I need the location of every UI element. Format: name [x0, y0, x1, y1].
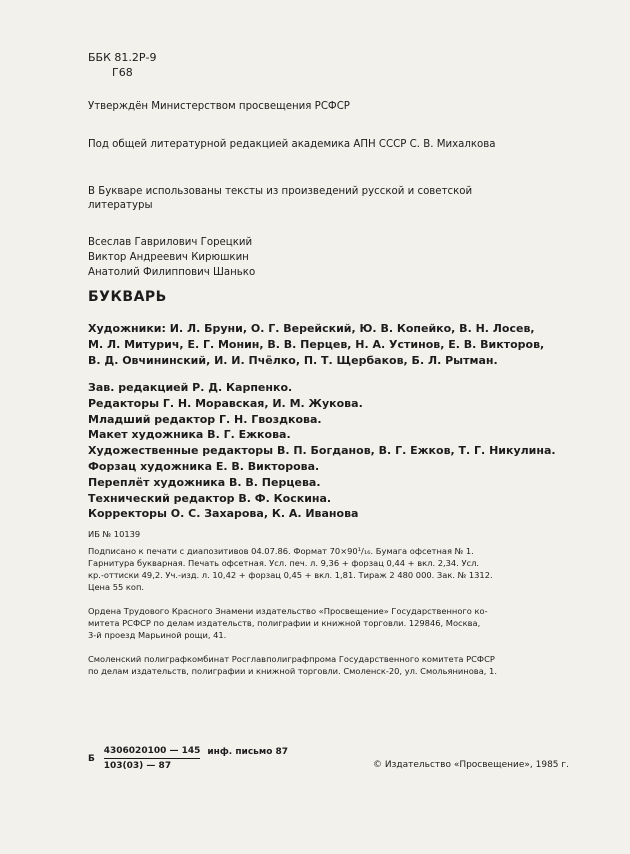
author-name: Виктор Андреевич Кирюшкин — [88, 252, 249, 263]
credit-line: Корректоры О. С. Захарова, К. А. Иванова — [88, 507, 359, 521]
print-info-block — [88, 545, 608, 593]
approval-line — [88, 100, 608, 114]
credit-line: Макет художника В. Г. Ежкова. — [88, 428, 291, 442]
credit-line: Зав. редакцией Р. Д. Карпенко. — [88, 381, 293, 394]
authors-block — [88, 235, 608, 280]
order-info-line: митета РСФСР по делам издательств, полиграфии и книжной торговли. 129846, Москва, — [88, 618, 481, 628]
order-info-line: 3-й проезд Марьиной рощи, 41. — [88, 630, 227, 640]
printer-info-line: по делам издательств, полиграфии и книжной торговли. Смоленск-20, ул. Смольянинова, 1. — [88, 666, 497, 676]
printer-block — [88, 653, 608, 677]
editorial-text: Под общей литературной редакцией академика АПН СССР С. В. Михалкова — [88, 139, 496, 150]
index-suffix: инф. письмо 87 — [207, 746, 289, 757]
publisher-order-block — [88, 605, 608, 641]
bbk-block — [88, 50, 157, 80]
print-info-line: кр.-оттиски 49,2. Уч.-изд. л. 10,42 + форзац 0,45 + вкл. 1,81. Тираж 2 480 000. Зак. № 1312. — [88, 570, 493, 580]
credits-block — [88, 380, 608, 522]
index-numerator: 4306020100 — 145 — [104, 746, 201, 759]
print-info-line: Гарнитура букварная. Печать офсетная. Усл. печ. л. 9,36 + форзац 0,44 + вкл. 2,34. Усл. — [88, 558, 480, 568]
index-fraction — [104, 746, 201, 771]
index-code — [88, 746, 288, 771]
approved-text: Утверждён Министерством просвещения РСФСР — [88, 101, 350, 112]
author-name: Всеслав Гаврилович Горецкий — [88, 237, 253, 248]
index-prefix: Б — [88, 753, 95, 764]
print-info-line: Цена 55 коп. — [88, 582, 145, 592]
credit-line: Технический редактор В. Ф. Коскина. — [88, 491, 332, 505]
sources-line: В Букваре использованы тексты из произведений русской и советской — [88, 186, 473, 197]
bbk-code: ББК 81.2Р-9 — [88, 51, 157, 64]
print-info-line: Подписано к печати с диапозитивов 04.07.86. Формат 70×90¹/₁₆. Бумага офсетная № 1. — [88, 546, 474, 556]
editorial-line — [88, 138, 608, 152]
sources-block — [88, 185, 608, 213]
publisher-copyright: © Издательство «Просвещение», 1985 г. — [373, 760, 569, 770]
sources-line: литературы — [88, 200, 153, 211]
book-title: БУКВАРЬ — [88, 289, 167, 305]
printer-info-line: Смоленский полиграфкомбинат Росглавполиграфпрома Государственного комитета РСФСР — [88, 654, 495, 664]
credit-line: Переплёт художника В. В. Перцева. — [88, 475, 321, 489]
ib-number: ИБ № 10139 — [88, 529, 141, 539]
credit-line: Младший редактор Г. Н. Гвоздкова. — [88, 412, 322, 426]
order-info-line: Ордена Трудового Красного Знамени издательство «Просвещение» Государственного ко- — [88, 606, 488, 616]
artists-line: М. Л. Митурич, Е. Г. Монин, В. В. Перцев, Н. А. Устинов, Е. В. Викторов, — [88, 338, 545, 351]
author-mark: Г68 — [112, 66, 133, 79]
author-name: Анатолий Филиппович Шанько — [88, 267, 256, 278]
credit-line: Художественные редакторы В. П. Богданов, В. Г. Ежков, Т. Г. Никулина. — [88, 444, 556, 458]
index-denominator: 103(03) — 87 — [103, 761, 172, 771]
credit-line: Редакторы Г. Н. Моравская, И. М. Жукова. — [88, 396, 363, 410]
artists-line: Художники: И. Л. Бруни, О. Г. Верейский, Ю. В. Копейко, В. Н. Лосев, — [88, 322, 535, 335]
artists-block — [88, 321, 608, 369]
artists-line: В. Д. Овчининский, И. И. Пчёлко, П. Т. Щербаков, Б. Л. Рытман. — [88, 354, 498, 367]
credit-line: Форзац художника Е. В. Викторова. — [88, 459, 320, 473]
